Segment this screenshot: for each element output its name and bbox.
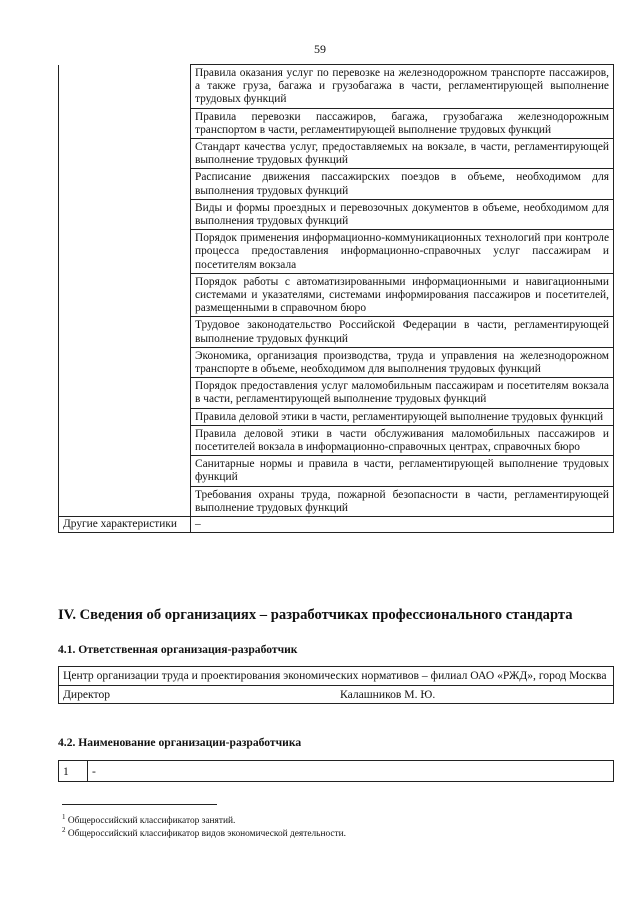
knowledge-item: Стандарт качества услуг, предоставляемых на вокзале, в части, регламентирующей выполнение трудовых функций — [191, 139, 614, 169]
knowledge-label-cell — [59, 347, 191, 377]
developer-org-heading: 4.2. Наименование организации-разработчика — [58, 736, 302, 749]
developer-org-name: - — [88, 761, 614, 782]
knowledge-label-cell — [59, 169, 191, 199]
knowledge-item: Правила оказания услуг по перевозке на железнодорожном транспорте пассажиров, а также груза, багажа и грузобагажа в части, регламентирующей выполнение трудовых функций — [191, 65, 614, 109]
other-characteristics-value: – — [191, 517, 614, 533]
knowledge-label-cell — [59, 408, 191, 425]
responsible-org-name: Центр организации труда и проектирования экономических нормативов – филиал ОАО «РЖД», город Москва — [59, 667, 614, 686]
developer-org-table — [58, 760, 614, 782]
required-knowledge-table — [58, 64, 614, 533]
knowledge-item: Правила деловой этики в части, регламентирующей выполнение трудовых функций — [191, 408, 614, 425]
knowledge-label-cell — [59, 456, 191, 486]
knowledge-row — [59, 486, 614, 516]
knowledge-item: Порядок предоставления услуг маломобильным пассажирам и посетителям вокзала в части, регламентирующей выполнение трудовых функций — [191, 378, 614, 408]
page-number: 59 — [314, 42, 326, 56]
knowledge-row — [59, 317, 614, 347]
knowledge-item: Виды и формы проездных и перевозочных документов в объеме, необходимом для выполнения трудовых функций — [191, 199, 614, 229]
knowledge-item: Расписание движения пассажирских поездов в объеме, необходимом для выполнения трудовых функций — [191, 169, 614, 199]
knowledge-row — [59, 347, 614, 377]
knowledge-row — [59, 378, 614, 408]
knowledge-row — [59, 139, 614, 169]
knowledge-item: Требования охраны труда, пожарной безопасности в части, регламентирующей выполнение трудовых функций — [191, 486, 614, 516]
knowledge-row — [59, 273, 614, 317]
developer-org-number: 1 — [59, 761, 88, 782]
knowledge-row — [59, 456, 614, 486]
knowledge-row — [59, 408, 614, 425]
footnote-2 — [62, 826, 346, 839]
knowledge-row — [59, 230, 614, 274]
knowledge-row — [59, 65, 614, 109]
knowledge-label-cell — [59, 108, 191, 138]
knowledge-item: Порядок применения информационно-коммуникационных технологий при контроле процесса предоставления информационно-справочных услуг пассажирам и посетителям вокзала — [191, 230, 614, 274]
knowledge-row — [59, 108, 614, 138]
knowledge-row — [59, 169, 614, 199]
footnote-2-text: Общероссийский классификатор видов экономической деятельности. — [65, 829, 347, 840]
knowledge-label-cell — [59, 273, 191, 317]
developer-org-row — [59, 761, 614, 782]
knowledge-item: Правила деловой этики в части обслуживания маломобильных пассажиров и посетителей вокзала в информационно-справочных центрах, справочных бюро — [191, 425, 614, 455]
knowledge-row — [59, 199, 614, 229]
knowledge-label-cell — [59, 486, 191, 516]
knowledge-item: Порядок работы с автоматизированными информационными и навигационными системами и указателями, системами информирования пассажиров и посетителей, размещенными в справочном бюро — [191, 273, 614, 317]
director-position: Директор — [59, 685, 337, 704]
knowledge-label-cell — [59, 199, 191, 229]
other-characteristics-row — [59, 517, 614, 533]
knowledge-label-cell — [59, 139, 191, 169]
knowledge-label-cell — [59, 425, 191, 455]
knowledge-item: Санитарные нормы и правила в части, регламентирующей выполнение трудовых функций — [191, 456, 614, 486]
section-title: IV. Сведения об организациях – разработчиках профессионального стандарта — [58, 607, 573, 623]
footnote-divider — [62, 804, 217, 805]
footnote-1-text: Общероссийский классификатор занятий. — [65, 816, 236, 827]
footnote-2-mark: 2 — [62, 826, 66, 834]
knowledge-label-cell — [59, 230, 191, 274]
knowledge-item: Правила перевозки пассажиров, багажа, грузобагажа железнодорожным транспортом в части, регламентирующей выполнение трудовых функций — [191, 108, 614, 138]
responsible-org-table — [58, 666, 614, 704]
footnote-1 — [62, 813, 235, 826]
knowledge-item: Экономика, организация производства, труда и управления на железнодорожном транспорте в объеме, необходимом для выполнения трудовых функций — [191, 347, 614, 377]
other-characteristics-label: Другие характеристики — [59, 517, 191, 533]
responsible-org-heading: 4.1. Ответственная организация-разработчик — [58, 643, 298, 656]
knowledge-label-cell — [59, 65, 191, 109]
footnote-1-mark: 1 — [62, 813, 66, 821]
knowledge-item: Трудовое законодательство Российской Федерации в части, регламентирующей выполнение трудовых функций — [191, 317, 614, 347]
knowledge-label-cell — [59, 317, 191, 347]
knowledge-row — [59, 425, 614, 455]
knowledge-label-cell — [59, 378, 191, 408]
director-name: Калашников М. Ю. — [336, 685, 614, 704]
